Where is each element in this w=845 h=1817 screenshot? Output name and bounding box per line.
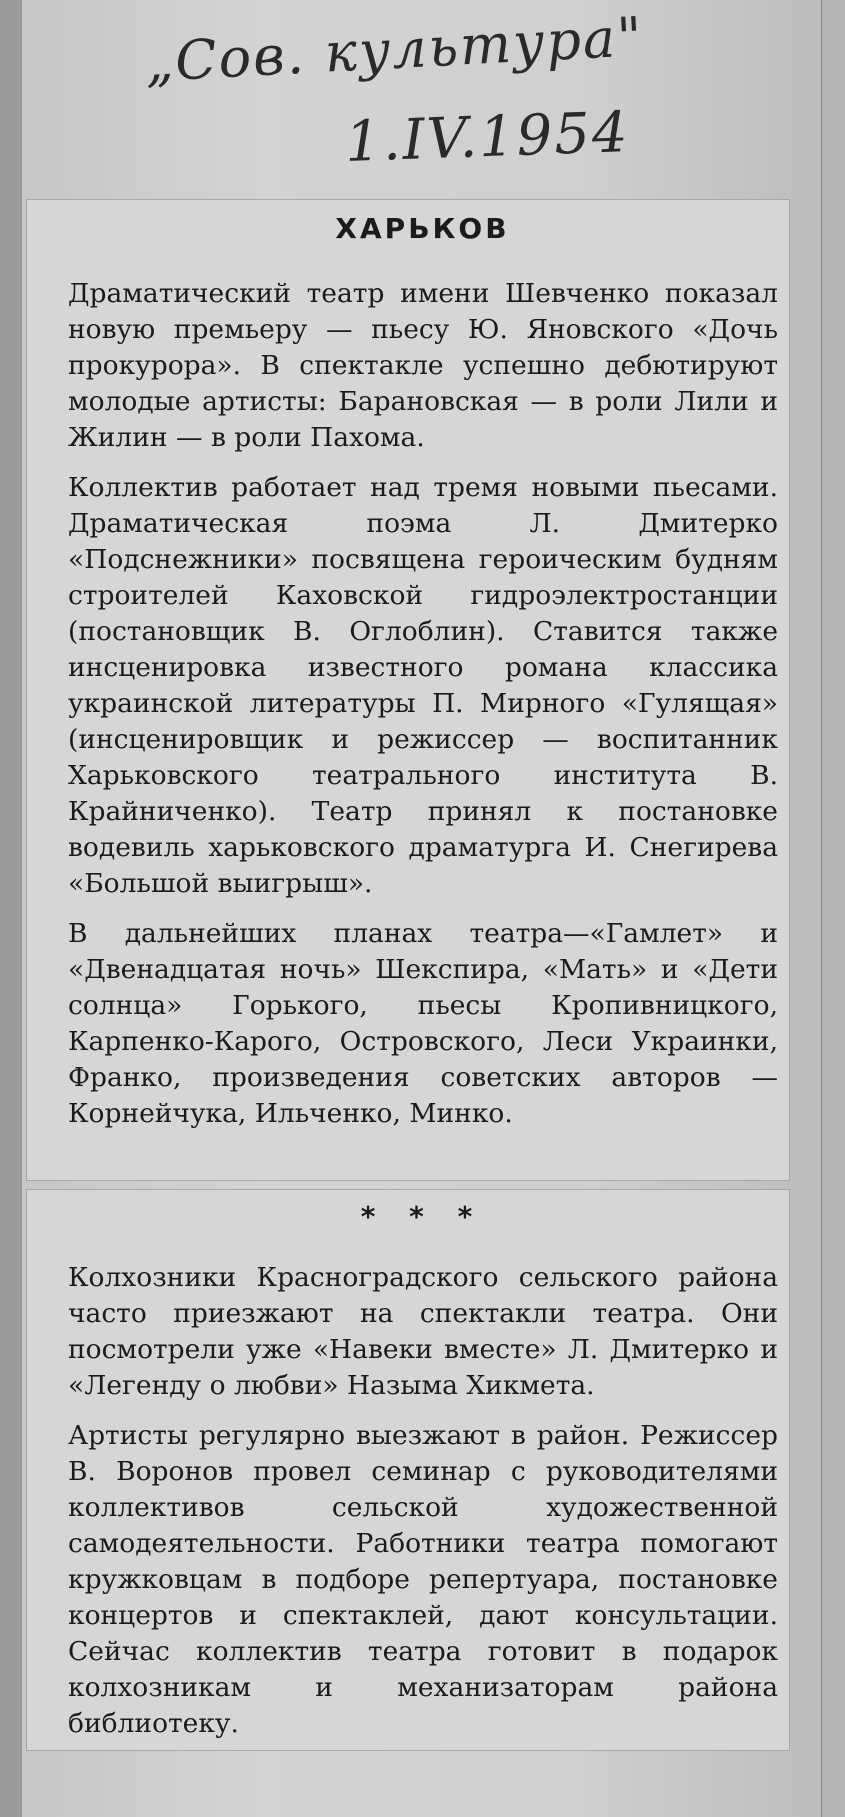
article-paragraph: В дальнейших планах театра—«Гамлет» и «Двенадцатая ночь» Шекспира, «Мать» и «Дети солнца» Горького, пьесы Кропивницкого, Карпенко-Карого, Островского, Леси Украинки, Франко, произведения советских авторов — Корнейчука, Ильченко, Минко. <box>68 918 778 1129</box>
background-strip <box>821 0 845 1817</box>
article-paragraph: Коллектив работает над тремя новыми пьесами. Драматическая поэма Л. Дмитерко «Подснежники» посвящена героическим будням строителей Каховской гидроэлектростанции (постановщик В. Оглоблин). Ставится также инсценировка известного романа классика украинской литературы П. Мирного «Гулящая» (инсценировщик и режиссер — воспитанник Харьковского театрального института В. Крайниченко). Театр принял к постановке водевиль харьковского драматурга И. Снегирева «Большой выигрыш». <box>68 472 778 899</box>
handwritten-date-note: 1.IV.1954 <box>343 100 631 175</box>
article-heading: ХАРЬКОВ <box>335 212 510 245</box>
article-body-part-1 <box>68 276 778 1146</box>
article-paragraph: Колхозники Красноградского сельского района часто приезжают на спектакли театра. Они посмотрели уже «Навеки вместе» Л. Дмитерко и «Легенду о любви» Назыма Хикмета. <box>68 1262 778 1401</box>
section-separator: * * * <box>360 1200 485 1233</box>
handwritten-source-note: „Сов. культура" <box>143 4 646 95</box>
article-paragraph: Драматический театр имени Шевченко показал новую премьеру — пьесу Ю. Яновского «Дочь прокурора». В спектакле успешно дебютируют молодые артисты: Барановская — в роли Лили и Жилин — в роли Пахома. <box>68 278 778 453</box>
article-paragraph: Артисты регулярно выезжают в район. Режиссер В. Воронов провел семинар с руководителями коллективов сельской художественной самодеятельности. Работники театра помогают кружковцам в подборе репертуара, постановке концертов и спектаклей, дают консультации. Сейчас коллектив театра готовит в подарок колхозникам и механизаторам района библиотеку. <box>68 1420 778 1739</box>
article-body-part-2 <box>68 1260 778 1756</box>
